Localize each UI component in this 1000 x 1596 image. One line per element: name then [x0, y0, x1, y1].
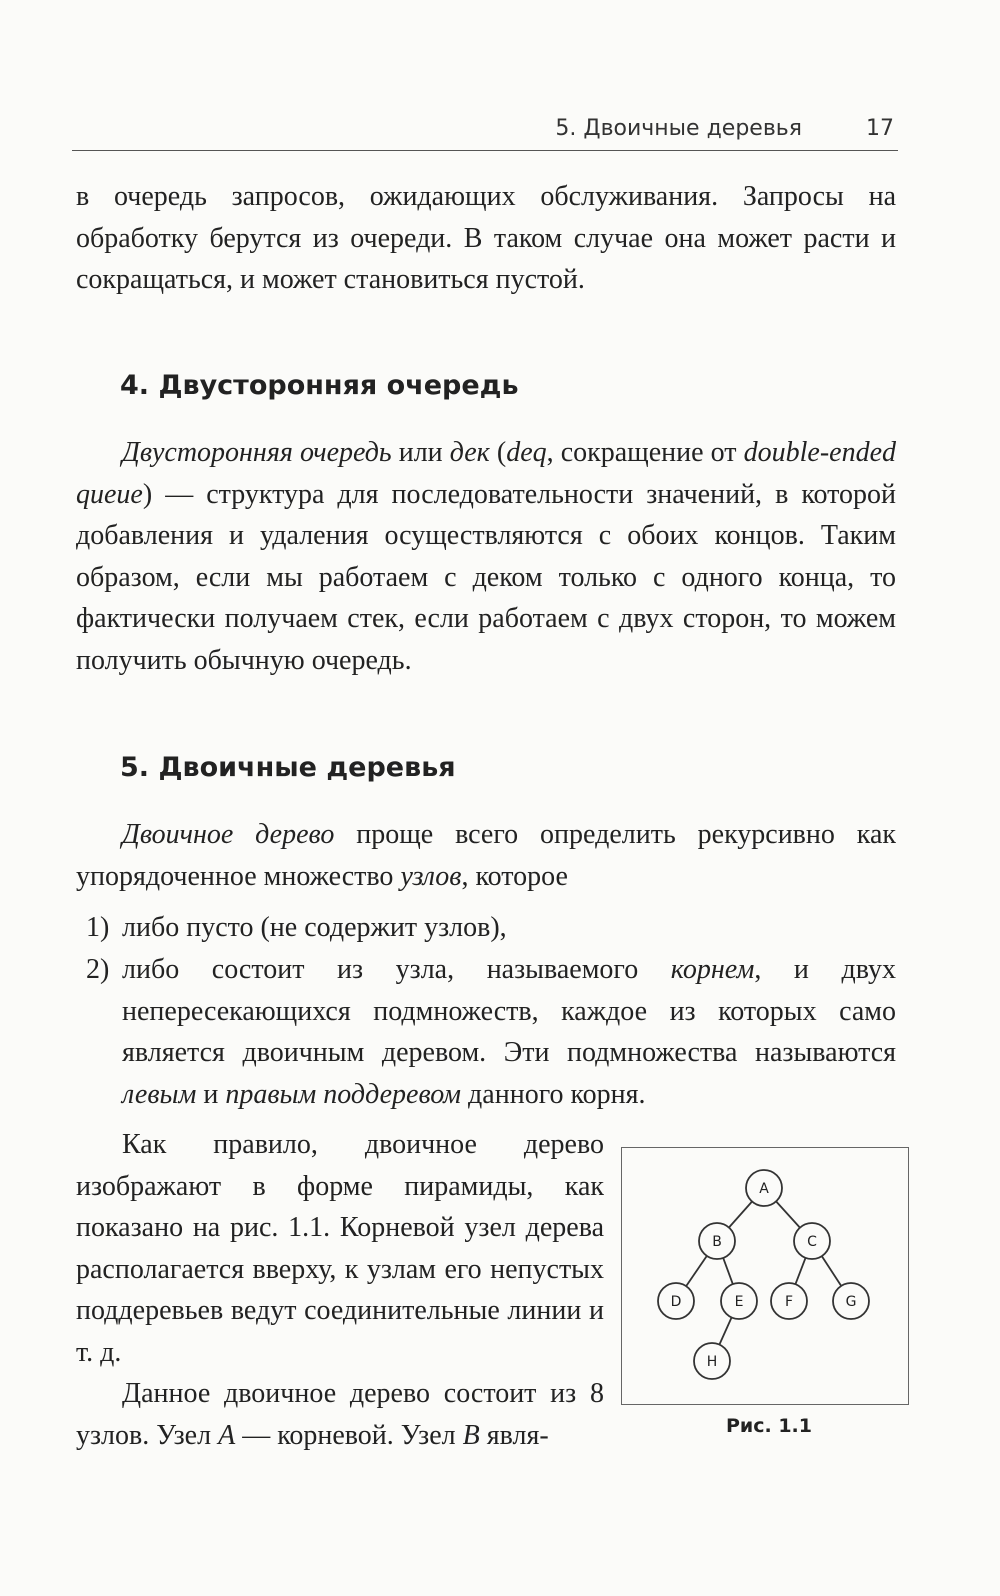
heading-binary-trees: 5. Двоичные деревья: [120, 752, 456, 783]
page-number: 17: [866, 116, 894, 141]
tree-node-label-g: G: [845, 1294, 857, 1310]
tree-node-label-a: A: [759, 1181, 769, 1197]
tree-node-label-h: H: [706, 1354, 718, 1370]
list-item-number: 2): [86, 954, 110, 985]
figure-binary-tree: [621, 1147, 909, 1405]
list-item: [86, 907, 896, 949]
paragraph-node-count: [76, 1373, 604, 1456]
tree-node-label-e: E: [734, 1294, 744, 1310]
text-run: проще всего определить рекурсивно как упорядоченное множество: [76, 819, 897, 892]
paragraph-binary-tree-definition: [76, 814, 896, 897]
tree-edge-c-g: [822, 1256, 841, 1286]
tree-edge-e-h: [719, 1317, 731, 1344]
term-root: корнем: [670, 954, 755, 985]
text-run: , сокращение от: [546, 437, 744, 468]
paragraph-deque-definition: [76, 432, 896, 681]
paragraph-continuation: в очередь запросов, ожидающих обслуживания. Запросы на обработку берутся из очереди. В таком случае она может расти и сокращаться, и может становиться пустой.: [76, 181, 896, 295]
term-deque: Двусторонняя очередь: [122, 437, 392, 468]
tree-edge-b-d: [686, 1256, 707, 1286]
term-left: левым: [122, 1078, 197, 1110]
term-binary-tree: Двоичное дерево: [122, 819, 335, 850]
term-nodes: узлов: [400, 860, 462, 892]
figure-caption: Рис. 1.1: [726, 1415, 812, 1437]
list-item-text: либо пусто (не содержит узлов),: [122, 912, 507, 943]
text-run: либо состоит из узла, называемого: [122, 954, 671, 985]
text-run: (: [489, 437, 507, 468]
tree-node-label-f: F: [784, 1294, 794, 1310]
tree-edge-b-e: [723, 1258, 733, 1284]
text-run: , и двух непересекающихся подмножеств, каждое из которых само является двоичным деревом. Эти подмножества называются: [122, 954, 896, 1068]
term-right-subtree: правым поддеревом: [225, 1078, 462, 1110]
running-header: [72, 110, 898, 151]
tree-node-label-b: B: [712, 1234, 722, 1250]
text-run: Данное двоичное дерево состоит из 8 узлов. Узел: [76, 1378, 604, 1451]
tree-edge-c-f: [795, 1258, 805, 1284]
binary-tree-diagram: [622, 1148, 908, 1404]
text-run: явля-: [479, 1419, 549, 1451]
text-run: , которое: [461, 860, 568, 892]
list-item-number: 1): [86, 912, 110, 943]
text-run: — корневой. Узел: [235, 1419, 463, 1451]
running-header-title: 5. Двоичные деревья: [555, 116, 802, 141]
node-label-a: A: [218, 1419, 236, 1451]
paragraph-figure-description: Как правило, двоичное дерево изображают в форме пирамиды, как показано на рис. 1.1. Корневой узел дерева располагается вверху, к узлам его непустых поддеревьев ведут соединительные линии и т. д.: [76, 1129, 604, 1368]
tree-edge-a-c: [776, 1201, 800, 1227]
tree-node-label-d: D: [670, 1294, 682, 1310]
tree-edge-a-b: [729, 1201, 752, 1227]
list-item: [86, 949, 896, 1115]
term-dek: дек: [449, 437, 490, 468]
text-run: или: [391, 437, 450, 468]
tree-node-label-c: C: [807, 1234, 817, 1250]
text-run: ) — структура для последовательности значений, в которой добавления и удаления осуществляются с обоих концов. Таким образом, если мы работаем с деком только с одного конца, то фактически получаем стек, если работаем с двух сторон, то можем получить обычную очередь.: [76, 478, 896, 676]
term-double-ended-queue: double-ended queue: [76, 437, 896, 510]
term-deq: deq: [506, 437, 547, 468]
text-run: и: [196, 1078, 226, 1110]
heading-deque: 4. Двусторонняя очередь: [120, 370, 519, 401]
text-run: данного корня.: [461, 1078, 646, 1110]
node-label-b: B: [462, 1419, 480, 1451]
